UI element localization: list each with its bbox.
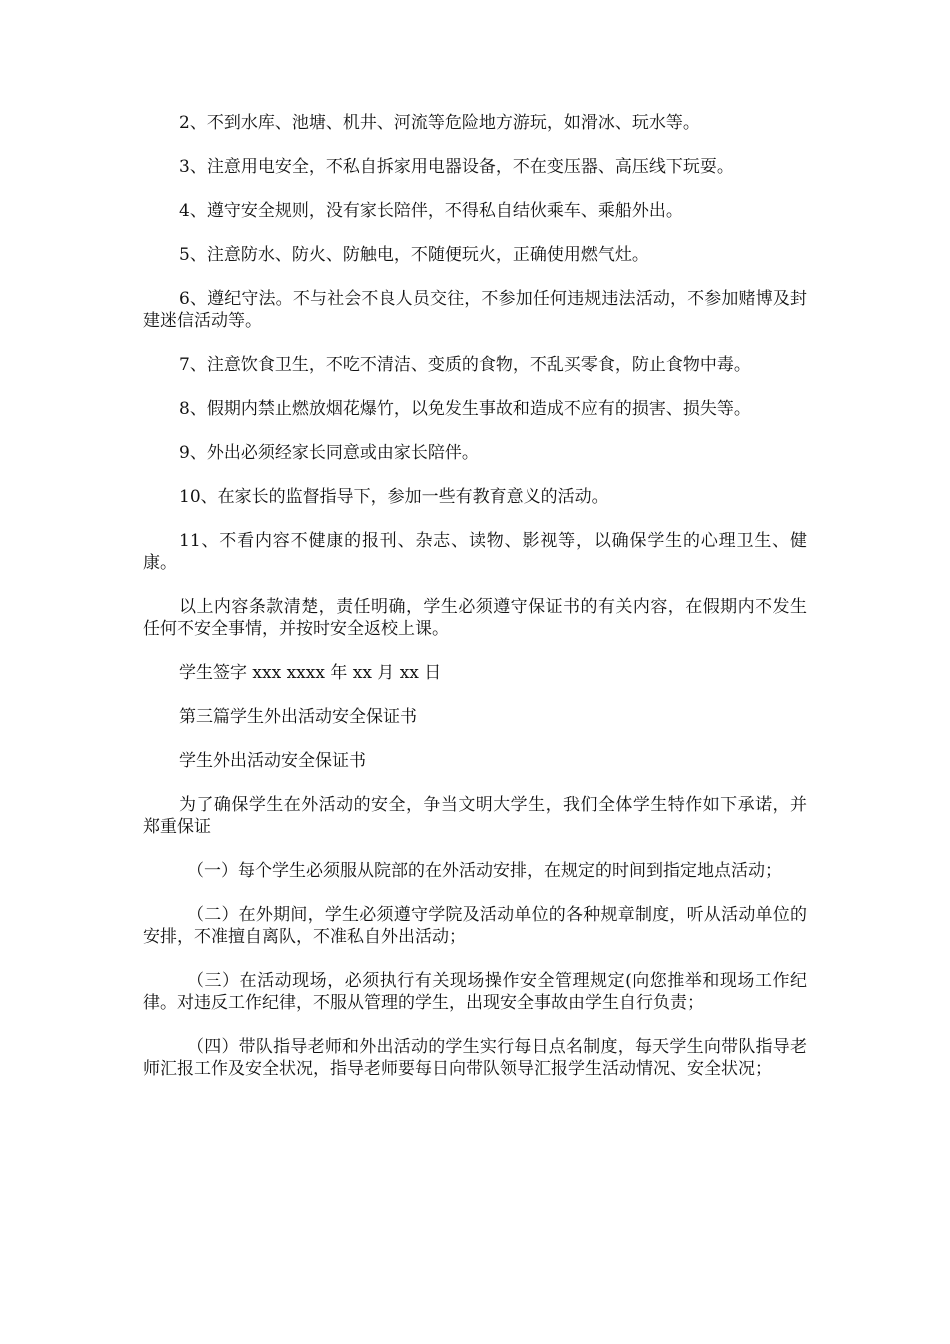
summary-paragraph: 以上内容条款清楚，责任明确，学生必须遵守保证书的有关内容，在假期内不发生任何不安全事情，并按时安全返校上课。 [143, 597, 807, 639]
paragraph-item-10: 10、在家长的监督指导下，参加一些有教育意义的活动。 [179, 487, 609, 507]
intro-paragraph: 为了确保学生在外活动的安全，争当文明大学生，我们全体学生特作如下承诺，并郑重保证 [143, 795, 807, 837]
paragraph-item-8: 8、假期内禁止燃放烟花爆竹，以免发生事故和造成不应有的损害、损失等。 [179, 399, 751, 419]
document-body [143, 112, 807, 1102]
clause-4: （四）带队指导老师和外出活动的学生实行每日点名制度，每天学生向带队指导老师汇报工作及安全状况，指导老师要每日向带队领导汇报学生活动情况、安全状况； [143, 1037, 807, 1079]
clause-3: （三）在活动现场，必须执行有关现场操作安全管理规定(向您推举和现场工作纪律。对违反工作纪律，不服从管理的学生，出现安全事故由学生自行负责； [143, 971, 807, 1013]
signature-line: 学生签字 xxx xxxx 年 xx 月 xx 日 [179, 663, 442, 683]
clause-1: （一）每个学生必须服从院部的在外活动安排，在规定的时间到指定地点活动； [187, 861, 782, 881]
paragraph-item-4: 4、遵守安全规则，没有家长陪伴，不得私自结伙乘车、乘船外出。 [179, 201, 683, 221]
paragraph-item-5: 5、注意防水、防火、防触电，不随便玩火，正确使用燃气灶。 [179, 245, 649, 265]
paragraph-item-3: 3、注意用电安全，不私自拆家用电器设备，不在变压器、高压线下玩耍。 [179, 157, 734, 177]
paragraph-item-2: 2、不到水库、池塘、机井、河流等危险地方游玩，如滑冰、玩水等。 [179, 113, 700, 133]
paragraph-item-7: 7、注意饮食卫生，不吃不清洁、变质的食物，不乱买零食，防止食物中毒。 [179, 355, 751, 375]
section-heading: 第三篇学生外出活动安全保证书 [179, 707, 417, 727]
paragraph-item-6: 6、遵纪守法。不与社会不良人员交往，不参加任何违规违法活动，不参加赌博及封建迷信活动等。 [143, 289, 807, 331]
clause-2: （二）在外期间，学生必须遵守学院及活动单位的各种规章制度，听从活动单位的安排，不准擅自离队，不准私自外出活动； [143, 905, 807, 947]
document-title: 学生外出活动安全保证书 [179, 751, 366, 771]
paragraph-item-11: 11、不看内容不健康的报刊、杂志、读物、影视等，以确保学生的心理卫生、健康。 [143, 531, 807, 573]
paragraph-item-9: 9、外出必须经家长同意或由家长陪伴。 [179, 443, 479, 463]
